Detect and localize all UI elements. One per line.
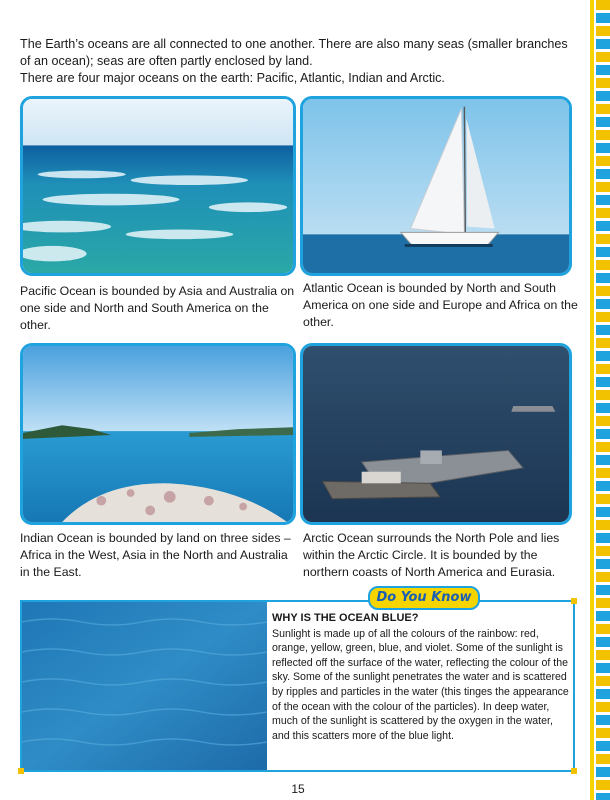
ocean-water-photo: [22, 602, 267, 770]
page-number: 15: [291, 782, 305, 796]
corner-decoration: [18, 768, 24, 774]
pacific-caption: Pacific Ocean is bounded by Asia and Australia on one side and North and South America on the other.: [20, 284, 295, 332]
do-you-know-body: Sunlight is made up of all the colours of the rainbow: red, orange, yellow, green, blue, and violet. Some of the sunlight is reflected off the surface of the water, reflecting the colour of the sky. Some of the sunlight penetrates the water and is scattered by ripples and particles in the water (this tinges the appearance of the ocean with the colour of the particles). In deep water, much of the sunlight is scattered by the oxygen in the water, and this scatters more of the blue light.: [272, 627, 569, 742]
intro-paragraph-1: The Earth’s oceans are all connected to one another. There are also many seas (smaller branches of an ocean); seas are often partly enclosed by land.: [20, 37, 568, 68]
indian-caption: Indian Ocean is bounded by land on three sides – Africa in the West, Asia in the North and Australia in the East.: [20, 531, 291, 579]
indian-ocean-photo: [20, 343, 296, 525]
decorative-edge-stripe: [596, 0, 610, 800]
arctic-ocean-photo: [300, 343, 572, 525]
do-you-know-text: [272, 611, 572, 743]
pacific-ocean-photo: [20, 96, 296, 276]
do-you-know-badge: Do You Know: [368, 586, 480, 610]
intro-paragraph-2: There are four major oceans on the earth: Pacific, Atlantic, Indian and Arctic.: [20, 71, 445, 85]
atlantic-caption: Atlantic Ocean is bounded by North and South America on one side and Europe and Africa on the other.: [303, 281, 578, 329]
intro-text: [20, 36, 580, 87]
atlantic-ocean-photo: [300, 96, 572, 276]
corner-decoration: [571, 598, 577, 604]
do-you-know-title: WHY IS THE OCEAN BLUE?: [272, 612, 419, 624]
corner-decoration: [571, 768, 577, 774]
arctic-caption: Arctic Ocean surrounds the North Pole and lies within the Arctic Circle. It is bounded by the northern coasts of North America and Eurasia.: [303, 531, 560, 579]
